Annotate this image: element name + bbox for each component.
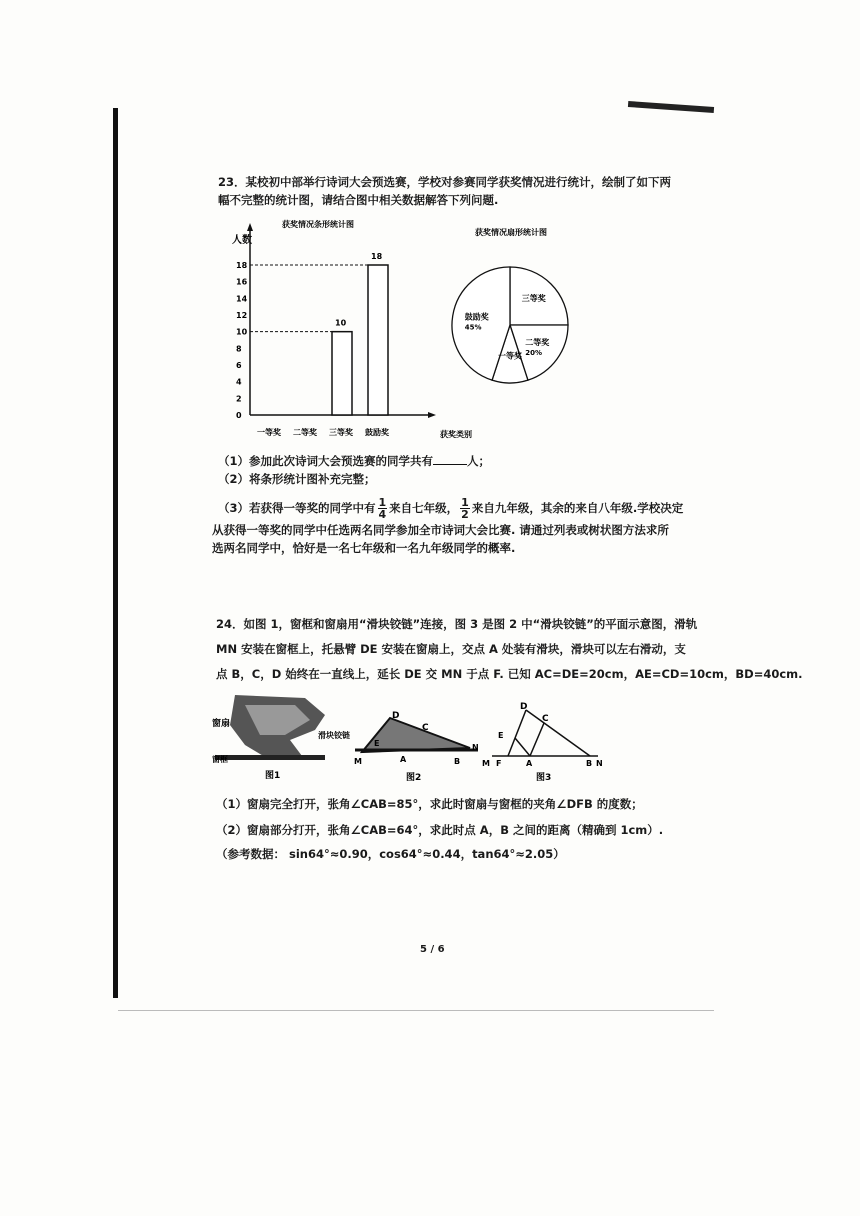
q24-part2: （2）窗扇部分打开，张角∠CAB=64°，求此时点 A，B 之间的距离（精确到 1cm）. bbox=[216, 823, 664, 837]
fig3-M: M bbox=[482, 759, 490, 768]
q24-part1: （1）窗扇完全打开，张角∠CAB=85°，求此时窗扇与窗框的夹角∠DFB 的度数； bbox=[216, 797, 643, 811]
bar-chart-title: 获奖情况条形统计图 bbox=[282, 220, 354, 229]
fig3-F: F bbox=[496, 759, 502, 768]
y-tick-label: 16 bbox=[236, 277, 248, 287]
fig3-D: D bbox=[520, 702, 528, 712]
q23-part3-c: 来自九年级，其余的来自八年级.学校决定 bbox=[471, 501, 684, 515]
scan-edge bbox=[628, 101, 714, 113]
q23-part1-post: 人； bbox=[467, 454, 490, 468]
pie-percent-label: 45% bbox=[464, 323, 482, 332]
figure-1 bbox=[210, 690, 360, 785]
fig1-caption: 图1 bbox=[265, 771, 281, 781]
pie-slice-label: 一等奖 bbox=[498, 351, 522, 361]
q23-part3 bbox=[218, 497, 683, 520]
fig2-A: A bbox=[400, 755, 407, 764]
window-frame-bar bbox=[215, 755, 325, 760]
fig1-label-chuangkuang: 窗框 bbox=[212, 755, 228, 764]
fig3-E: E bbox=[498, 731, 504, 740]
fig2-N: N bbox=[472, 743, 479, 752]
bar bbox=[332, 332, 352, 415]
q23-part3-a: （3）若获得一等奖的同学中有 bbox=[218, 501, 376, 515]
bar-value-label: 18 bbox=[371, 252, 383, 261]
fig3-caption: 图3 bbox=[536, 773, 552, 783]
bar-chart-xlabel: 获奖类别 bbox=[440, 430, 472, 439]
pie-chart-title: 获奖情况扇形统计图 bbox=[475, 228, 547, 237]
fig2-B: B bbox=[454, 757, 461, 766]
fig3-B: B bbox=[586, 759, 593, 768]
x-category-label: 二等奖 bbox=[293, 428, 317, 437]
pie-slice-label: 鼓励奖 bbox=[464, 312, 489, 322]
y-tick-label: 12 bbox=[236, 311, 248, 320]
x-category-label: 鼓励奖 bbox=[365, 428, 389, 437]
page-number: 5 / 6 bbox=[420, 944, 445, 955]
frac-den: 2 bbox=[461, 508, 469, 521]
figure-3 bbox=[480, 698, 610, 786]
fig2-D: D bbox=[392, 711, 400, 721]
bar-chart bbox=[220, 215, 472, 445]
bar bbox=[368, 265, 388, 415]
q23-part3-line3: 选两名同学中，恰好是一名七年级和一名九年级同学的概率. bbox=[212, 541, 516, 555]
q24-line3: 点 B，C，D 始终在一直线上，延长 DE 交 MN 于点 F. 已知 AC=DE=20cm，AE=CD=10cm，BD=40cm. bbox=[216, 667, 803, 681]
x-category-label: 一等奖 bbox=[257, 428, 281, 437]
y-axis-arrow bbox=[247, 223, 253, 231]
q24-line2: MN 安装在窗框上，托悬臂 DE 安装在窗扇上，交点 A 处装有滑块，滑块可以左右滑动，支 bbox=[216, 642, 686, 656]
q24-ref: （参考数据： sin64°≈0.90，cos64°≈0.44，tan64°≈2.05） bbox=[216, 847, 565, 861]
pie-slice-label: 三等奖 bbox=[521, 294, 546, 304]
q23-intro-line1: 23．某校初中部举行诗词大会预选赛，学校对参赛同学获奖情况进行统计，绘制了如下两 bbox=[218, 175, 671, 189]
y-tick-label: 0 bbox=[236, 411, 242, 420]
scan-edge bbox=[118, 1010, 714, 1011]
frac-num: 1 bbox=[378, 496, 387, 509]
q23-part3-line2: 从获得一等奖的同学中任选两名同学参加全市诗词大会比赛. 请通过列表或树状图方法求所 bbox=[212, 523, 669, 537]
fig2-M: M bbox=[354, 757, 362, 766]
fig2-C: C bbox=[422, 723, 429, 733]
y-tick-label: 18 bbox=[236, 261, 248, 270]
figure-2 bbox=[350, 700, 490, 785]
q23-part1 bbox=[218, 453, 490, 469]
q23-intro-line2: 幅不完整的统计图，请结合图中相关数据解答下列问题. bbox=[218, 193, 499, 207]
fig1-label-chuangshan: 窗扇 bbox=[212, 719, 231, 729]
fig1-label-huakuai: 滑块铰链 bbox=[318, 731, 350, 740]
fig3-N: N bbox=[596, 759, 603, 768]
q23-part1-pre: （1）参加此次诗词大会预选赛的同学共有 bbox=[218, 454, 433, 468]
answer-blank[interactable] bbox=[433, 454, 467, 465]
q23-part2: （2）将条形统计图补充完整； bbox=[218, 472, 376, 486]
y-tick-label: 2 bbox=[236, 394, 242, 404]
q24-line1: 24．如图 1，窗框和窗扇用“滑块铰链”连接，图 3 是图 2 中“滑块铰链”的平面示意图，滑轨 bbox=[216, 617, 698, 631]
frac-den: 4 bbox=[378, 508, 387, 521]
fraction-one-half bbox=[460, 497, 470, 520]
segment-ea bbox=[515, 738, 530, 756]
frac-num: 1 bbox=[461, 496, 469, 509]
x-category-label: 三等奖 bbox=[329, 428, 353, 437]
y-tick-label: 8 bbox=[236, 344, 242, 354]
fig2-caption: 图2 bbox=[406, 773, 422, 783]
pie-chart bbox=[440, 215, 580, 395]
pie-slice-label: 二等奖 bbox=[525, 337, 550, 347]
pie-percent-label: 20% bbox=[525, 348, 542, 357]
fig3-C: C bbox=[542, 714, 549, 724]
x-axis-arrow bbox=[428, 412, 436, 418]
segment-ac bbox=[530, 723, 544, 756]
fraction-one-quarter bbox=[378, 497, 388, 520]
segment-db bbox=[526, 710, 590, 756]
bar-chart-ylabel: 人数 bbox=[232, 235, 252, 246]
y-tick-label: 10 bbox=[236, 327, 248, 337]
y-tick-label: 14 bbox=[236, 294, 248, 304]
fig3-A: A bbox=[526, 759, 533, 768]
q23-part3-b: 来自七年级， bbox=[389, 501, 459, 515]
bar-value-label: 10 bbox=[335, 318, 347, 328]
fig2-E: E bbox=[374, 739, 380, 748]
scan-edge bbox=[113, 108, 118, 998]
y-tick-label: 6 bbox=[236, 361, 242, 370]
y-tick-label: 4 bbox=[236, 377, 242, 387]
